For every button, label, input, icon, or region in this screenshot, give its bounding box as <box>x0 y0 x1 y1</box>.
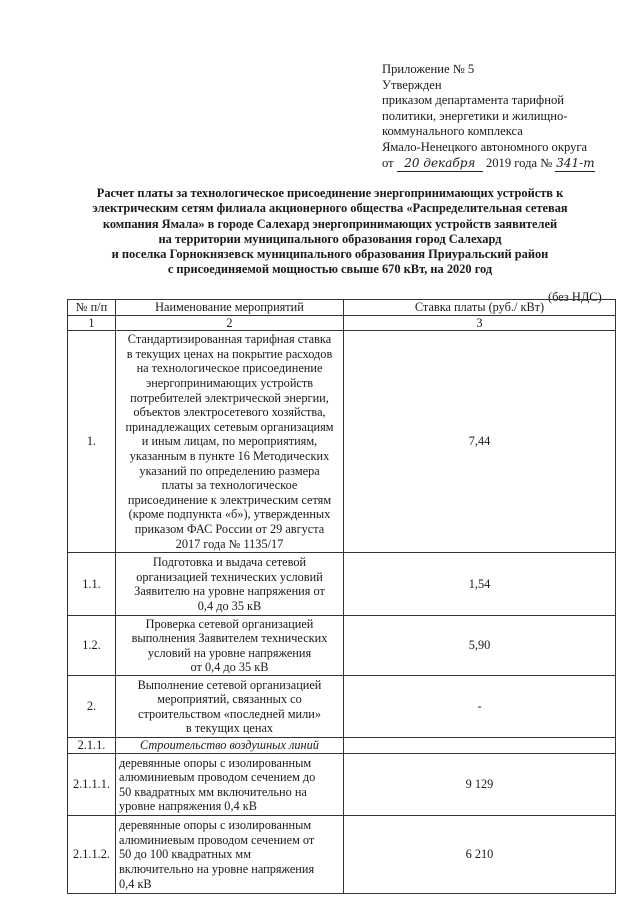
row-name-line: в текущих ценах на покрытие расходов <box>126 346 333 361</box>
row-name <box>116 754 344 816</box>
row-name-line: (кроме подпункта «б»), утвержденных <box>128 507 331 522</box>
header-number: № п/п <box>68 300 116 316</box>
title-line: и поселка Горнокнязевск муниципального образования Приуральский район <box>111 247 549 262</box>
row-name-line: алюминиевым проводом сечением от <box>119 832 315 847</box>
title-line: электрическим сетям филиала акционерного общества «Распределительная сетевая <box>92 201 568 216</box>
row-name <box>116 553 344 616</box>
row-number: 2.1.1.1. <box>68 754 116 816</box>
row-name-line: 50 до 100 квадратных мм <box>119 847 251 862</box>
row-name-line: деревянные опоры с изолированным <box>119 818 312 833</box>
row-name-line: платы за технологическое <box>161 478 298 493</box>
row-name-line: 50 квадратных мм включительно на <box>119 784 307 799</box>
rates-table <box>67 299 616 894</box>
row-name-line: деревянные опоры с изолированным <box>119 755 312 770</box>
row-name-line: энергопринимающих устройств <box>145 376 314 391</box>
row-rate: 5,90 <box>344 616 616 676</box>
appendix-number: Приложение № 5 <box>382 62 475 76</box>
table-row <box>68 738 616 754</box>
row-name-line: включительно на уровне напряжения <box>119 861 315 876</box>
row-name-line: Проверка сетевой организацией <box>145 616 314 631</box>
row-name-line: 0,4 кВ <box>119 876 152 891</box>
column-number: 1 <box>68 315 116 331</box>
table-column-numbers-row <box>68 315 616 331</box>
row-number: 1.2. <box>68 616 116 676</box>
table-row <box>68 616 616 676</box>
row-rate: 1,54 <box>344 553 616 616</box>
row-name-line: принадлежащих сетевым организациям <box>125 419 334 434</box>
table-row <box>68 676 616 738</box>
table-row <box>68 331 616 553</box>
approval-line: коммунального комплекса <box>382 124 523 139</box>
row-number: 2. <box>68 676 116 738</box>
order-prefix: от <box>382 155 394 170</box>
document-title <box>60 186 600 278</box>
row-name-line: уровне напряжения 0,4 кВ <box>119 799 257 814</box>
row-name-line: выполнения Заявителем технических <box>131 631 328 646</box>
table-row <box>68 754 616 816</box>
approval-line: приказом департамента тарифной <box>382 93 564 108</box>
row-name-line: от 0,4 до 35 кВ <box>190 660 269 675</box>
approval-line: политики, энергетики и жилищно- <box>382 108 568 123</box>
row-name-line: указанным в пункте 16 Методических <box>129 448 330 463</box>
row-name-line: Подготовка и выдача сетевой <box>152 555 307 569</box>
row-name-line: присоединение к электрическим сетям <box>127 492 332 507</box>
row-name-line: 2017 года № 1135/17 <box>175 536 284 551</box>
row-rate <box>344 738 616 754</box>
row-name-line: 0,4 до 35 кВ <box>197 598 262 613</box>
row-name-line: указаний по определению размера <box>139 463 320 478</box>
row-name: Строительство воздушных линий <box>116 738 344 754</box>
order-year-text: 2019 года № <box>485 155 553 170</box>
approval-line: Ямало-Ненецкого автономного округа <box>382 139 588 154</box>
row-name-line: мероприятий, связанных со <box>157 692 302 707</box>
table-row <box>68 816 616 894</box>
row-name-line: и иным лицам, по мероприятиям, <box>141 434 318 449</box>
row-name-line: потребителей электрической энергии, <box>130 390 329 405</box>
row-name-line: Заявителю на уровне напряжения от <box>134 584 325 599</box>
row-rate: 6 210 <box>344 816 616 894</box>
table-header-row <box>68 300 616 316</box>
order-line <box>382 156 622 173</box>
row-number: 1. <box>68 331 116 553</box>
header-rate: Ставка платы (руб./ кВт) <box>344 300 616 316</box>
row-number: 1.1. <box>68 553 116 616</box>
order-date-handwritten: 20 декабря <box>397 156 483 173</box>
title-line: с присоединяемой мощностью свыше 670 кВт, на 2020 год <box>167 262 493 277</box>
row-number: 2.1.1. <box>68 738 116 754</box>
row-name-line: строительством «последней мили» <box>137 706 321 721</box>
row-name-line: алюминиевым проводом сечением до <box>119 770 316 785</box>
title-line: на территории муниципального образования город Салехард <box>158 231 502 246</box>
row-rate: 9 129 <box>344 754 616 816</box>
row-name-line: на технологическое присоединение <box>136 361 323 376</box>
table-row <box>68 553 616 616</box>
row-name-line: объектов электросетевого хозяйства, <box>133 405 326 420</box>
approved-label: Утвержден <box>382 77 442 92</box>
vat-note: (без НДС) <box>548 290 602 304</box>
column-number: 2 <box>116 315 344 331</box>
row-number: 2.1.1.2. <box>68 816 116 894</box>
row-name-line: Стандартизированная тарифная ставка <box>127 332 332 347</box>
row-rate: - <box>344 676 616 738</box>
column-number: 3 <box>344 315 616 331</box>
row-rate: 7,44 <box>344 331 616 553</box>
title-line: Расчет платы за технологическое присоединение энергопринимающих устройств к <box>96 186 564 200</box>
approval-block <box>382 62 622 172</box>
row-name-line: организацией технических условий <box>136 569 323 584</box>
row-name <box>116 816 344 894</box>
row-name <box>116 616 344 676</box>
row-name-line: в текущих ценах <box>185 721 274 736</box>
row-name-line: приказом ФАС России от 29 августа <box>134 521 325 536</box>
title-line: компания Ямала» в городе Салехард энергопринимающих устройств заявителей <box>102 216 558 231</box>
row-name-line: Выполнение сетевой организацией <box>137 677 322 692</box>
row-name-line: условий на уровне напряжения <box>147 645 312 660</box>
header-name: Наименование мероприятий <box>116 300 344 316</box>
row-name <box>116 676 344 738</box>
row-name <box>116 331 344 553</box>
order-number-handwritten: 341-т <box>555 156 595 173</box>
